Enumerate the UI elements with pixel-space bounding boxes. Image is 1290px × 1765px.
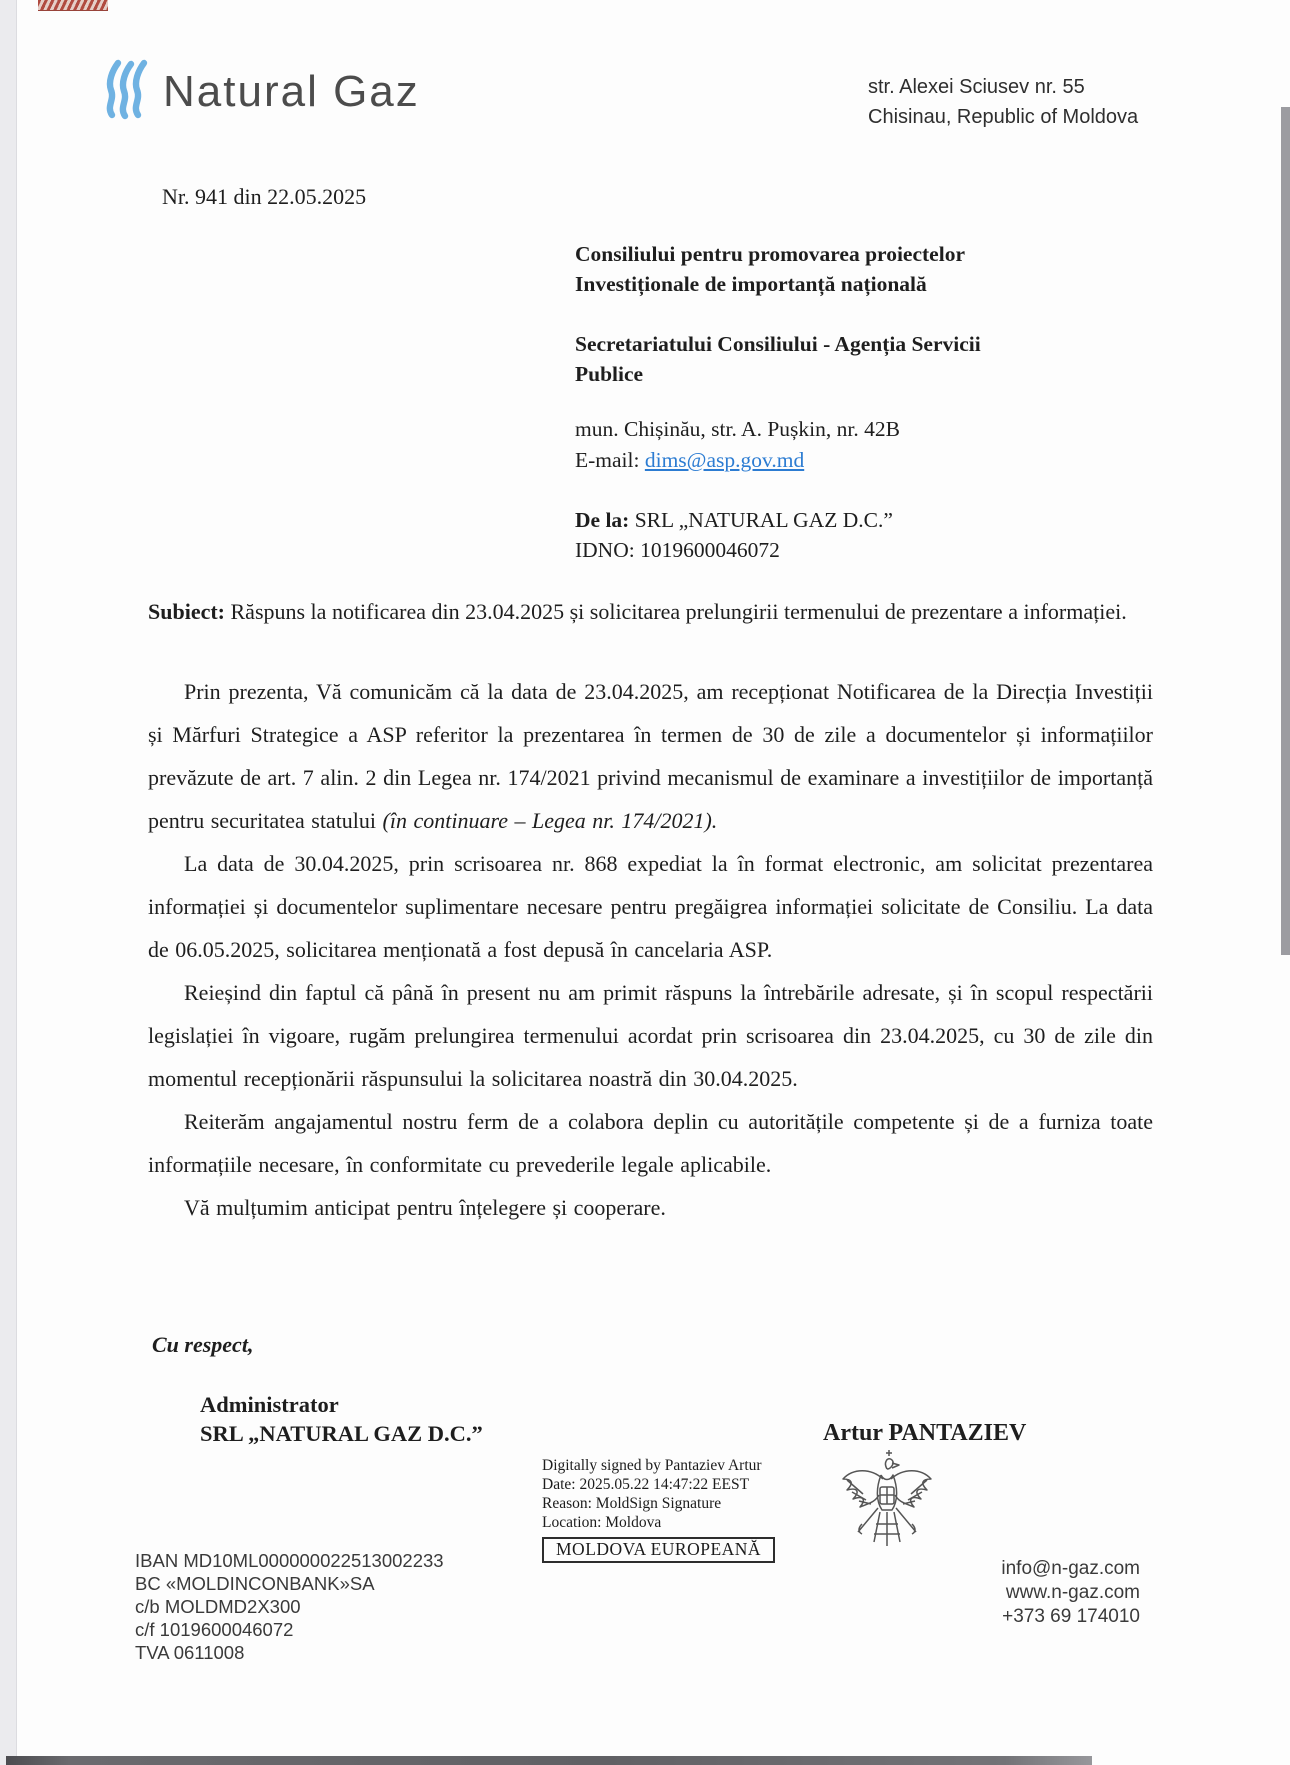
left-edge-strip [0,0,17,1765]
signature-line: Reason: MoldSign Signature [542,1495,722,1512]
letter-body [148,670,1153,1229]
sender-row [575,508,893,533]
footer-line: www.n-gaz.com [1005,1582,1140,1603]
subject-line [148,592,1153,631]
from-label: De la: [575,508,635,532]
recipient-line: Investiționale de importanță națională [575,272,927,296]
reference-number: Nr. 941 din 22.05.2025 [162,184,367,209]
signature-line: Digitally signed by Pantaziev Artur [542,1457,762,1474]
body-paragraph-2: La data de 30.04.2025, prin scrisoarea nr. 868 expediat la în format electronic, am solicitat prezentarea informației și documentelor suplimentare necesare pentru pregăigrea informației solicitate de Consiliu. La data de 06.05.2025, solicitarea menționată a fost depusă în cancelaria ASP. [148,851,1153,962]
email-link[interactable]: dims@asp.gov.md [644,448,805,472]
footer-line: info@n-gaz.com [1001,1558,1140,1579]
body-paragraph-4: Reiterăm angajamentul nostru ferm de a colabora deplin cu autoritățile competente și de a furniza toate informațiile necesare, în conformitate cu prevederile legale aplicabile. [148,1109,1153,1177]
footer-bank-details [135,1549,444,1664]
bottom-page-edge [6,1756,1092,1765]
sender-idno: IDNO: 1019600046072 [575,538,780,562]
signer-title: Administrator [200,1392,339,1417]
email-label: E-mail: [575,448,645,472]
body-paragraph-1-text: Prin prezenta, Vă comunicăm că la data de 23.04.2025, am recepționat Notificarea de la Direcția Investiții și Mărfuri Strategice a ASP referitor la prezentarea în termen de 30 de zile a documentelor și informațiilor prevăzute de art. 7 alin. 2 din Legea nr. 174/2021 privind mecanismul de examinare a investițiilor de importanță pentru securitatea statului [148,679,1153,833]
recipient-line: Consiliului pentru promovarea proiectelor [575,242,965,266]
subject-label: Subiect: [148,599,225,624]
gas-flame-icon [103,58,153,125]
address-line: Chisinau, Republic of Moldova [868,106,1139,128]
recipient-line: Publice [575,362,644,386]
signer-name: Artur PANTAZIEV [823,1420,1027,1446]
company-logo [103,58,420,125]
footer-contact-details [1001,1557,1140,1629]
footer-line: TVA 0611008 [135,1642,245,1663]
recipient-address: mun. Chișinău, str. A. Pușkin, nr. 42B [575,417,900,441]
footer-line: c/b MOLDMD2X300 [135,1596,301,1617]
signature-line: Location: Moldova [542,1514,662,1531]
logo-text: Natural Gaz [163,66,420,116]
signature-line: Date: 2025.05.22 14:47:22 EEST [542,1476,750,1493]
signer-company: SRL „NATURAL GAZ D.C.” [200,1421,483,1446]
recipient-line: Secretariatului Consiliului - Agenția Servicii [575,332,981,356]
company-address [868,72,1138,132]
body-paragraph-1 [148,670,1153,842]
body-paragraph-1-italic: (în continuare – Legea nr. 174/2021). [382,808,718,833]
scrollbar-thumb[interactable] [1281,107,1290,955]
subject-text: Răspuns la notificarea din 23.04.2025 și solicitarea prelungirii termenului de prezentare a informației. [225,599,1127,624]
footer-line: +373 69 174010 [1002,1606,1140,1627]
footer-line: IBAN MD10ML000000022513002233 [135,1550,444,1571]
red-stamp-mark [38,0,108,11]
address-line: str. Alexei Sciusev nr. 55 [868,76,1085,98]
body-paragraph-5: Vă mulțumim anticipat pentru înțelegere și cooperare. [184,1195,666,1220]
body-paragraph-3: Reieșind din faptul că până în present nu am primit răspuns la întrebările adresate, și în scopul respectării legislației în vigoare, rugăm prelungirea termenului acordat prin scrisoarea din 23.04.2025, cu 30 de zile din momentul recepționării răspunsului la solicitarea noastră din 30.04.2025. [148,980,1153,1091]
signature-stamp: MOLDOVA EUROPEANĂ [542,1537,775,1563]
closing-salutation: Cu respect, [152,1332,254,1357]
recipient-email-row [575,448,804,473]
moldova-coat-of-arms-icon [833,1448,941,1564]
from-value: SRL „NATURAL GAZ D.C.” [634,508,893,532]
footer-line: BC «MOLDINCONBANK»SA [135,1573,375,1594]
digital-signature-block [542,1456,775,1563]
footer-line: c/f 1019600046072 [135,1619,294,1640]
